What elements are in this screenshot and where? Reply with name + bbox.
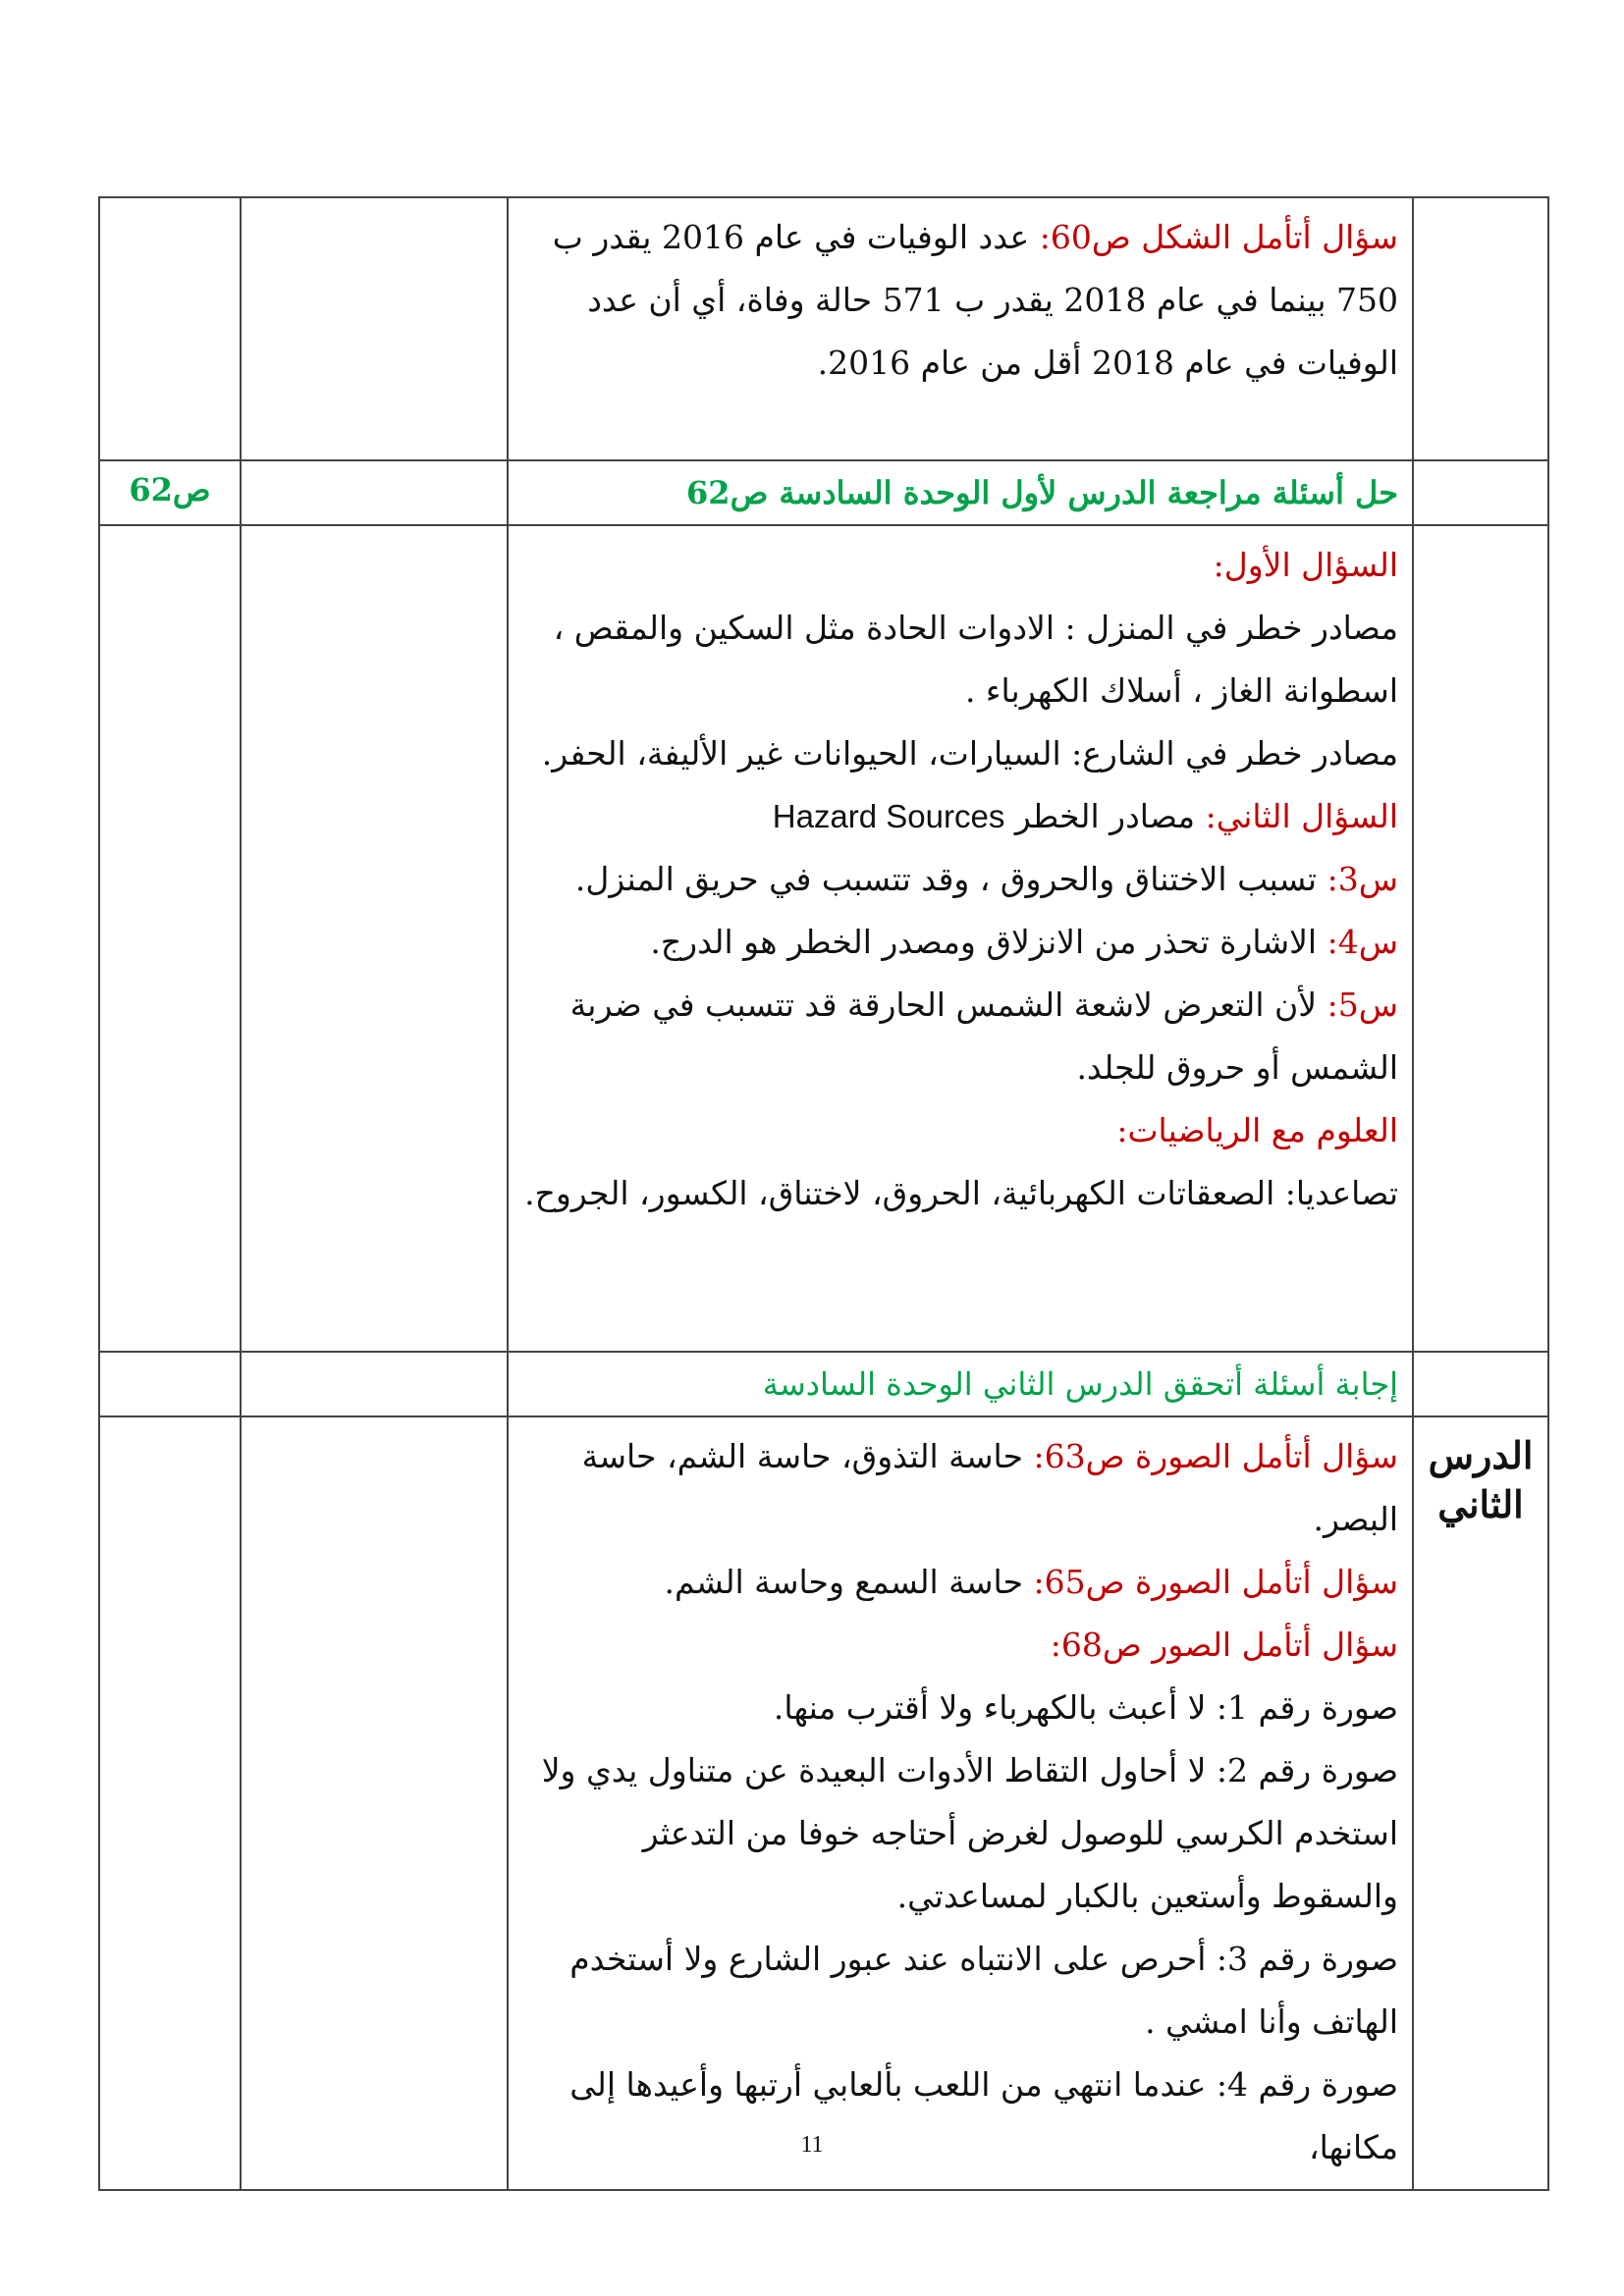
lesson2-answers-cell <box>508 1416 1413 2190</box>
empty-cell <box>1413 1352 1548 1416</box>
review-answers-cell <box>508 525 1413 1352</box>
table-row <box>99 525 1548 1352</box>
science-math-text: تصاعديا: الصعقاتات الكهربائية، الحروق، لاختناق، الكسور، الجروح. <box>524 1174 1398 1212</box>
q3-label: س3: <box>1326 860 1398 898</box>
image-1-answer: صورة رقم 1: لا أعبث بالكهرباء ولا أقترب منها. <box>773 1688 1398 1727</box>
question-60-text: عدد الوفيات في عام 2016 يقدر ب 750 بينما في عام 2018 يقدر ب 571 حالة وفاة، أي أن عدد الوفيات في عام 2018 أقل من عام 2016. <box>552 218 1398 382</box>
review-header-title: حل أسئلة مراجعة الدرس لأول الوحدة السادسة ص62 <box>686 474 1398 511</box>
image-4-answer: صورة رقم 4: عندما انتهي من اللعب بألعابي أرتبها وأعيدها إلى مكانها، <box>569 2065 1398 2166</box>
q4-label: س4: <box>1326 923 1398 961</box>
q3-paragraph <box>520 848 1398 911</box>
image-2-answer: صورة رقم 2: لا أحاول التقاط الأدوات البعيدة عن متناول يدي ولا استخدم الكرسي للوصول لغرض أحتاجه خوفا من التدعثر والسقوط وأستعين بالكبار لمساعدتي. <box>541 1751 1398 1915</box>
q63-text: حاسة التذوق، حاسة الشم، حاسة البصر. <box>581 1437 1398 1538</box>
empty-cell <box>99 1352 241 1416</box>
q5-text: لأن التعرض لاشعة الشمس الحارقة قد تتسبب في ضربة الشمس أو حروق للجلد. <box>569 986 1398 1087</box>
empty-cell <box>1413 197 1548 460</box>
q1-home-text: مصادر خطر في المنزل : الادوات الحادة مثل السكين والمقص ، اسطوانة الغاز ، أسلاك الكهرباء . <box>553 609 1398 710</box>
empty-cell <box>241 1352 508 1416</box>
q1-street-text: مصادر خطر في الشارع: السيارات، الحيوانات غير الأليفة، الحفر. <box>541 734 1398 773</box>
page-ref-cell <box>99 460 241 525</box>
q65-text: حاسة السمع وحاسة الشم. <box>664 1563 1034 1601</box>
empty-cell <box>99 525 241 1352</box>
empty-cell <box>241 1416 508 2190</box>
empty-cell <box>241 460 508 525</box>
empty-cell <box>1413 460 1548 525</box>
q2-text: مصادر الخطر <box>1004 797 1206 835</box>
q2-english: Hazard Sources <box>772 798 1005 834</box>
q3-text: تسبب الاختناق والحروق ، وقد تتسبب في حريق المنزل. <box>574 860 1327 898</box>
lesson2-header-cell <box>508 1352 1413 1416</box>
image-3-answer: صورة رقم 3: أحرص على الانتباه عند عبور الشارع ولا أستخدم الهاتف وأنا امشي . <box>569 1940 1398 2041</box>
question-cell <box>508 197 1413 460</box>
q63-paragraph <box>520 1425 1398 1551</box>
q65-paragraph <box>520 1551 1398 1614</box>
lesson-label: الدرس الثاني <box>1428 1433 1534 1526</box>
q5-paragraph <box>520 974 1398 1099</box>
q2-label: السؤال الثاني: <box>1205 797 1398 835</box>
science-math-label: العلوم مع الرياضيات: <box>1116 1111 1398 1149</box>
table-row <box>99 197 1548 460</box>
empty-cell <box>99 1416 241 2190</box>
table-row <box>99 1352 1548 1416</box>
lesson-table <box>98 196 1549 2191</box>
q68-label: سؤال أتأمل الصور ص68: <box>1050 1626 1398 1664</box>
empty-cell <box>241 197 508 460</box>
page-number: 11 <box>800 2132 824 2158</box>
empty-cell <box>99 197 241 460</box>
empty-cell <box>1413 525 1548 1352</box>
review-header-cell <box>508 460 1413 525</box>
q1-label: السؤال الأول: <box>1213 546 1398 584</box>
question-60-paragraph <box>520 206 1398 395</box>
q2-paragraph <box>520 785 1398 848</box>
q4-paragraph <box>520 911 1398 974</box>
q5-label: س5: <box>1326 986 1398 1024</box>
page-ref: ص62 <box>129 471 211 508</box>
lesson-label-cell <box>1413 1416 1548 2190</box>
lesson2-header-title: إجابة أسئلة أتحقق الدرس الثاني الوحدة السادسة <box>762 1365 1398 1403</box>
q63-label: سؤال أتأمل الصورة ص63: <box>1033 1437 1398 1475</box>
empty-cell <box>241 525 508 1352</box>
q65-label: سؤال أتأمل الصورة ص65: <box>1033 1563 1398 1601</box>
q4-text: الاشارة تحذر من الانزلاق ومصدر الخطر هو الدرج. <box>650 923 1327 961</box>
question-60-label: سؤال أتأمل الشكل ص60: <box>1039 218 1398 256</box>
table-row <box>99 1416 1548 2190</box>
table-row <box>99 460 1548 525</box>
